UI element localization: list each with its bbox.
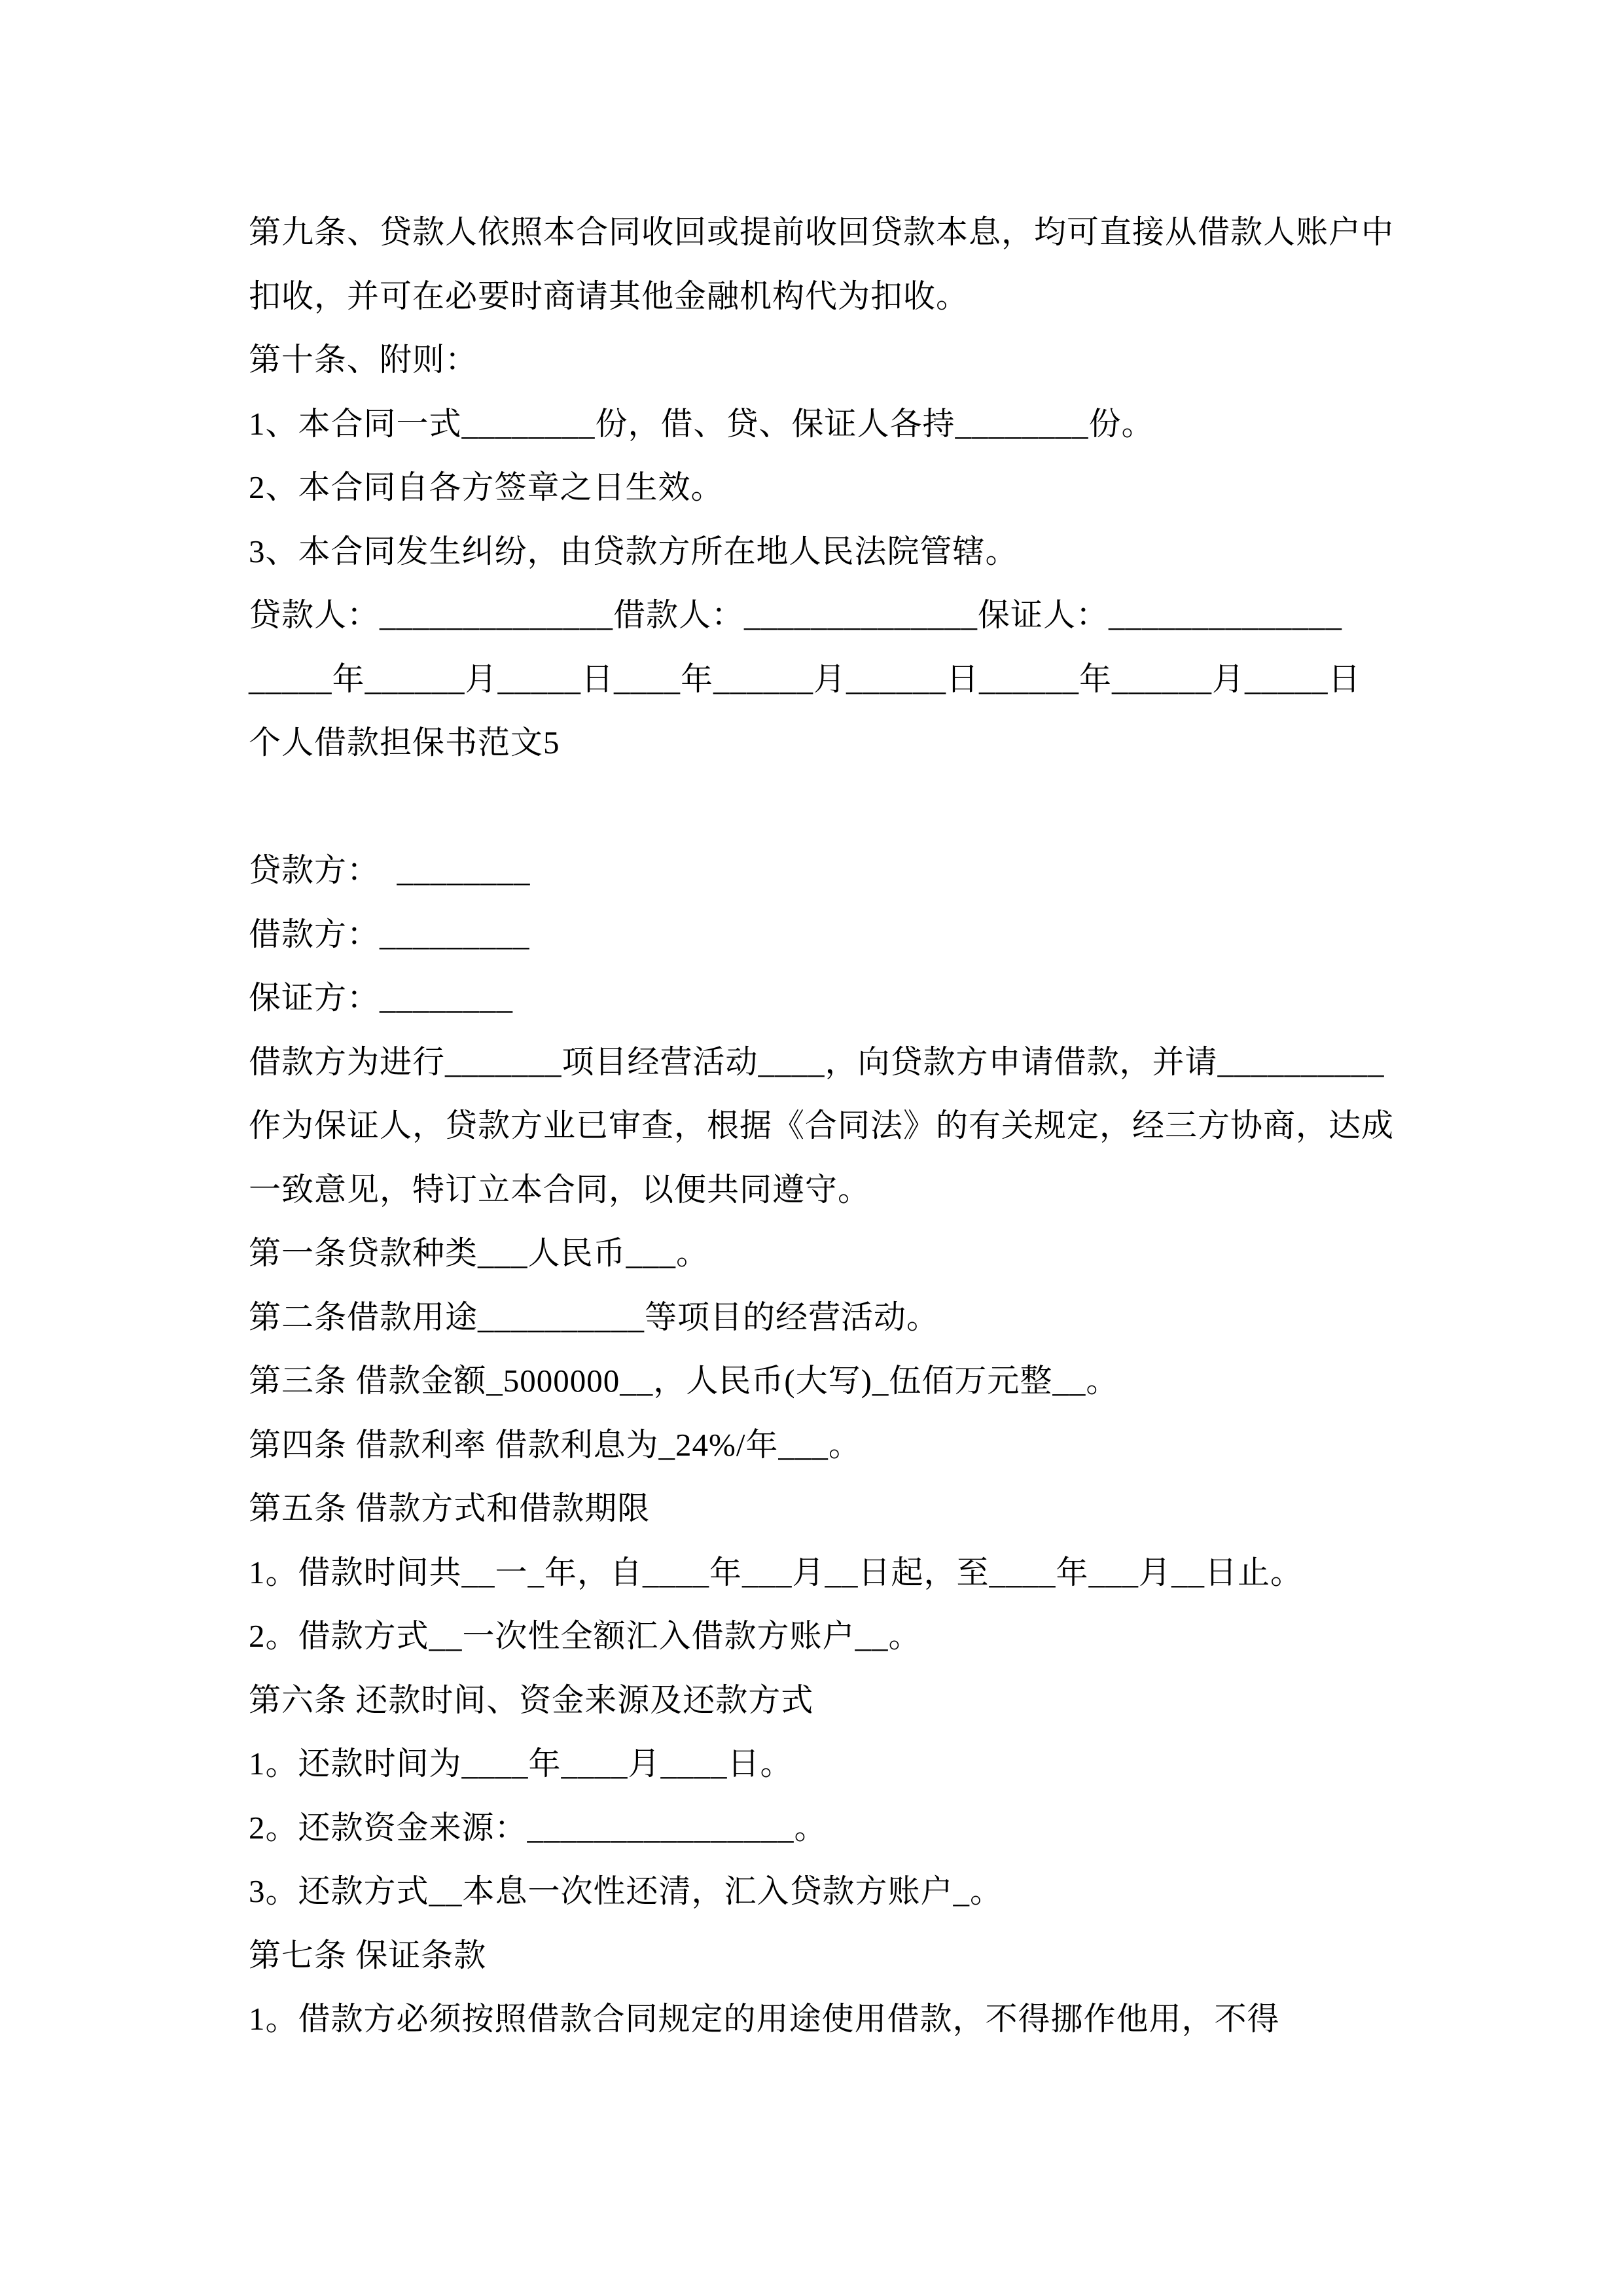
clause-5-heading: 第五条 借款方式和借款期限 [249,1490,651,1526]
clause-5-item-1: 1。借款时间共__一_年，自____年___月__日起，至____年___月__日止。 [249,1554,1304,1590]
clause-6-item-1: 1。还款时间为____年____月____日。 [249,1746,793,1782]
clause-10-item-1: 1、本合同一式________份，借、贷、保证人各持________份。 [249,405,1154,442]
clause-9-text: 第九条、贷款人依照本合同收回或提前收回贷款本息，均可直接从借款人账户中 [249,214,1395,250]
document-subtitle: 个人借款担保书范文5 [249,725,560,761]
clause-7-item-1: 1。借款方必须按照借款合同规定的用途使用借款，不得挪作他用，不得 [249,2001,1280,2037]
blank-line [249,775,1387,839]
clause-7-heading: 第七条 保证条款 [249,1937,487,1973]
clause-6-heading: 第六条 还款时间、资金来源及还款方式 [249,1681,814,1718]
lender-field: 贷款方： ________ [249,852,531,888]
clause-6-item-3: 3。还款方式__本息一次性还清，汇入贷款方账户_。 [249,1873,1003,1909]
preamble-line-1: 借款方为进行_______项目经营活动____，向贷款方申请借款，并请__________ [249,1043,1385,1080]
clause-5-item-2: 2。借款方式__一次性全额汇入借款方账户__。 [249,1618,921,1654]
clause-1-loan-type: 第一条贷款种类___人民币___。 [249,1235,709,1271]
preamble-line-3: 一致意见，特订立本合同，以便共同遵守。 [249,1171,871,1208]
preamble-line-2: 作为保证人，贷款方业已审查，根据《合同法》的有关规定，经三方协商，达成 [249,1107,1395,1143]
clause-10-item-3: 3、本合同发生纠纷，由贷款方所在地人民法院管辖。 [249,533,1018,569]
clause-2-loan-purpose: 第二条借款用途__________等项目的经营活动。 [249,1299,940,1335]
clause-10-heading: 第十条、附则： [249,342,478,378]
guarantor-field: 保证方：________ [249,980,514,1016]
clause-4-interest-rate: 第四条 借款利率 借款利息为_24%/年___。 [249,1426,861,1463]
clause-10-item-2: 2、本合同自各方签章之日生效。 [249,469,724,505]
clause-9-text-cont: 扣收，并可在必要时商请其他金融机构代为扣收。 [249,278,969,314]
signature-parties-line: 贷款人：______________借款人：______________保证人：______________ [249,597,1343,633]
borrower-field: 借款方：_________ [249,916,530,952]
signature-date-line: _____年______月_____日____年______月______日______年______月_____日 [249,660,1361,697]
clause-6-item-2: 2。还款资金来源：________________。 [249,1809,827,1846]
clause-3-loan-amount: 第三条 借款金额_5000000__，人民币(大写)_伍佰万元整__。 [249,1363,1119,1399]
